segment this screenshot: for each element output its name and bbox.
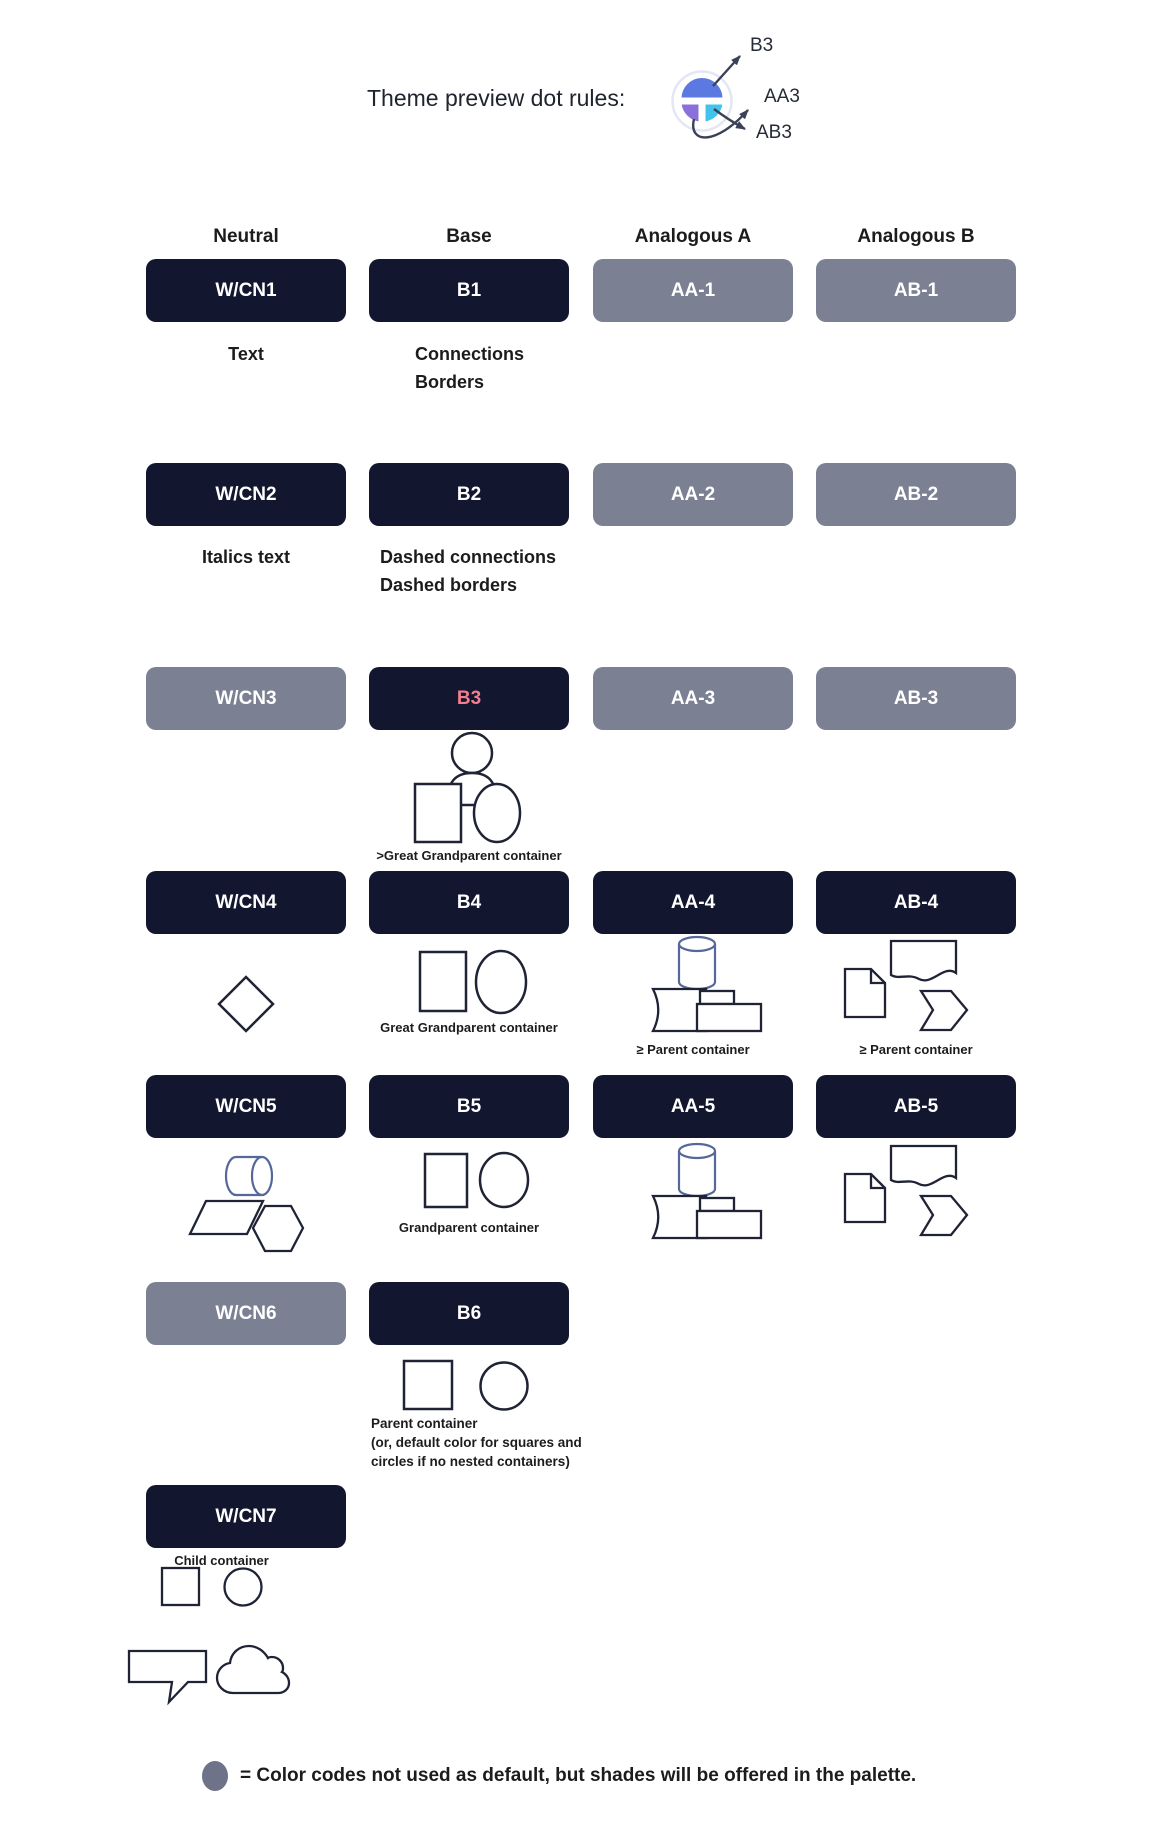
aa4-shapes bbox=[653, 937, 761, 1031]
banner-shape-icon-ab4 bbox=[891, 941, 956, 980]
note-text: Text bbox=[228, 344, 264, 364]
swatch-ab3 bbox=[816, 667, 1016, 730]
circle-shape-icon-b6 bbox=[481, 1363, 528, 1410]
note-italics-text: Italics text bbox=[201, 547, 291, 567]
swatch-b1 bbox=[369, 259, 569, 322]
swatch-wcn1 bbox=[146, 259, 346, 322]
dot-bottom-left-purple bbox=[681, 104, 700, 123]
swatch-b5-label: B5 bbox=[456, 1095, 482, 1117]
swatch-b3 bbox=[369, 667, 569, 730]
swatch-ab2 bbox=[816, 463, 1016, 526]
note-dashed-connections: Dashed connections bbox=[380, 547, 557, 567]
swatch-b4-label: B4 bbox=[456, 891, 482, 913]
speech-bubble-icon bbox=[129, 1651, 206, 1702]
swatch-wcn5 bbox=[146, 1075, 346, 1138]
note-gte-parent-ab: ≥ Parent container bbox=[859, 1042, 973, 1057]
swatch-ab1-label: AB-1 bbox=[893, 279, 939, 301]
arrow-to-aa3 bbox=[693, 110, 748, 137]
circle-shape-icon-wcn7 bbox=[225, 1569, 262, 1606]
hexagon-shape-icon bbox=[253, 1206, 303, 1251]
banner-shape-icon-ab5 bbox=[891, 1146, 956, 1185]
cylinder-top-icon-aa4 bbox=[679, 937, 715, 951]
cylinder-shape-icon-aa5 bbox=[679, 1151, 715, 1196]
theme-preview-dot-icon bbox=[673, 72, 732, 131]
swatch-aa4-label: AA-4 bbox=[670, 891, 716, 913]
swatch-wcn7-label: W/CN7 bbox=[215, 1505, 277, 1527]
swatch-wcn7 bbox=[146, 1485, 346, 1548]
column-header-analogous-b: Analogous B bbox=[857, 226, 975, 247]
swatch-ab2-label: AB-2 bbox=[893, 483, 939, 505]
legend-text: = Color codes not used as default, but shades will be offered in the palette. bbox=[240, 1765, 917, 1786]
swatch-aa3 bbox=[593, 667, 793, 730]
swatch-b1-label: B1 bbox=[456, 279, 482, 301]
swatch-aa1 bbox=[593, 259, 793, 322]
card-shape-icon-aa4 bbox=[653, 989, 706, 1031]
swatch-wcn2-label: W/CN2 bbox=[215, 483, 277, 505]
swatch-aa2 bbox=[593, 463, 793, 526]
swatch-b2 bbox=[369, 463, 569, 526]
square-shape-icon-wcn7 bbox=[162, 1568, 199, 1605]
document-fold-icon-ab5 bbox=[871, 1174, 885, 1188]
cylinder-top-icon-aa5 bbox=[679, 1144, 715, 1158]
note-parent-line1: Parent container bbox=[371, 1416, 478, 1431]
swatch-wcn3 bbox=[146, 667, 346, 730]
arrow-to-b3 bbox=[713, 56, 740, 86]
swatch-ab4 bbox=[816, 871, 1016, 934]
note-parent-line2: (or, default color for squares and bbox=[371, 1435, 582, 1450]
parallelogram-shape-icon bbox=[190, 1201, 263, 1234]
ab5-shapes bbox=[845, 1146, 967, 1235]
note-parent-line3: circles if no nested containers) bbox=[371, 1454, 570, 1469]
swatch-wcn1-label: W/CN1 bbox=[215, 279, 277, 301]
dot-label-aa3: AA3 bbox=[764, 86, 800, 107]
swatch-aa3-label: AA-3 bbox=[670, 687, 716, 709]
circle-shape-icon-b4 bbox=[476, 951, 526, 1013]
circle-shape-icon-b5 bbox=[480, 1153, 528, 1207]
swatch-aa5 bbox=[593, 1075, 793, 1138]
square-shape-icon-b6 bbox=[404, 1361, 452, 1409]
person-head-icon bbox=[452, 733, 492, 773]
document-fold-icon-ab4 bbox=[871, 969, 885, 983]
cylinder-horizontal-body-icon bbox=[226, 1157, 262, 1195]
dot-bottom-right-cyan bbox=[705, 104, 724, 123]
document-shape-icon-ab4 bbox=[845, 969, 885, 1017]
note-connections-borders bbox=[415, 340, 524, 396]
column-header-base: Base bbox=[446, 226, 492, 247]
note-dashed-borders: Dashed borders bbox=[380, 575, 518, 595]
chevron-shape-icon-ab4 bbox=[921, 991, 967, 1030]
note-connections: Connections bbox=[415, 344, 525, 364]
swatch-ab1 bbox=[816, 259, 1016, 322]
swatch-wcn4 bbox=[146, 871, 346, 934]
diamond-shape-icon bbox=[219, 977, 273, 1031]
note-borders: Borders bbox=[415, 372, 485, 392]
aa5-shapes bbox=[653, 1144, 761, 1238]
swatch-b4 bbox=[369, 871, 569, 934]
cylinder-shape-icon-aa4 bbox=[679, 944, 715, 989]
swatch-aa1-label: AA-1 bbox=[670, 279, 716, 301]
swatch-b6-label: B6 bbox=[456, 1302, 482, 1324]
swatch-b2-label: B2 bbox=[456, 483, 482, 505]
square-shape-icon-b5 bbox=[425, 1154, 467, 1207]
tab-shape-icon-aa4 bbox=[700, 991, 734, 1004]
swatch-b3-label: B3 bbox=[456, 687, 482, 709]
tab-shape-icon-aa5 bbox=[700, 1198, 734, 1211]
person-body-icon bbox=[447, 773, 497, 805]
dot-label-b3: B3 bbox=[750, 35, 774, 56]
column-header-neutral: Neutral bbox=[213, 226, 279, 247]
wcn5-shapes bbox=[190, 1157, 303, 1251]
note-parent-block bbox=[371, 1414, 582, 1471]
swatch-b6 bbox=[369, 1282, 569, 1345]
folder-shape-icon-aa4 bbox=[697, 1004, 761, 1031]
swatch-ab4-label: AB-4 bbox=[893, 891, 939, 913]
circle-shape-icon-b3 bbox=[474, 784, 520, 842]
dot-top-half-blue bbox=[681, 77, 724, 99]
swatch-aa4 bbox=[593, 871, 793, 934]
arrow-to-ab3 bbox=[714, 109, 745, 129]
ab4-shapes bbox=[845, 941, 967, 1030]
folder-shape-icon-aa5 bbox=[697, 1211, 761, 1238]
column-header-analogous-a: Analogous A bbox=[634, 226, 752, 247]
swatch-aa2-label: AA-2 bbox=[670, 483, 716, 505]
swatch-ab3-label: AB-3 bbox=[893, 687, 939, 709]
swatch-wcn6 bbox=[146, 1282, 346, 1345]
swatch-wcn5-label: W/CN5 bbox=[215, 1095, 277, 1117]
legend-dot-icon bbox=[202, 1761, 228, 1791]
swatch-ab5-label: AB-5 bbox=[893, 1095, 939, 1117]
note-grandparent: Grandparent container bbox=[398, 1220, 540, 1235]
swatch-ab5 bbox=[816, 1075, 1016, 1138]
page-title: Theme preview dot rules: bbox=[367, 85, 626, 111]
swatch-wcn2 bbox=[146, 463, 346, 526]
dot-label-ab3: AB3 bbox=[756, 122, 792, 143]
chevron-shape-icon-ab5 bbox=[921, 1196, 967, 1235]
cloud-shape-icon bbox=[217, 1646, 289, 1693]
note-gte-parent-aa: ≥ Parent container bbox=[636, 1042, 750, 1057]
swatch-wcn4-label: W/CN4 bbox=[215, 891, 277, 913]
square-shape-icon-b4 bbox=[420, 952, 466, 1011]
swatch-wcn3-label: W/CN3 bbox=[215, 687, 277, 709]
swatch-aa5-label: AA-5 bbox=[670, 1095, 716, 1117]
note-dashed bbox=[380, 543, 556, 599]
square-shape-icon-b3 bbox=[415, 784, 461, 842]
swatch-b5 bbox=[369, 1075, 569, 1138]
note-great-grandparent-gt: >Great Grandparent container bbox=[376, 848, 562, 863]
document-shape-icon-ab5 bbox=[845, 1174, 885, 1222]
cylinder-horizontal-end-icon bbox=[252, 1157, 272, 1195]
dot-outer-ring bbox=[673, 72, 732, 131]
swatch-wcn6-label: W/CN6 bbox=[215, 1302, 277, 1324]
note-child-container: Child container bbox=[174, 1553, 269, 1568]
card-shape-icon-aa5 bbox=[653, 1196, 706, 1238]
note-great-grandparent: Great Grandparent container bbox=[380, 1020, 558, 1035]
